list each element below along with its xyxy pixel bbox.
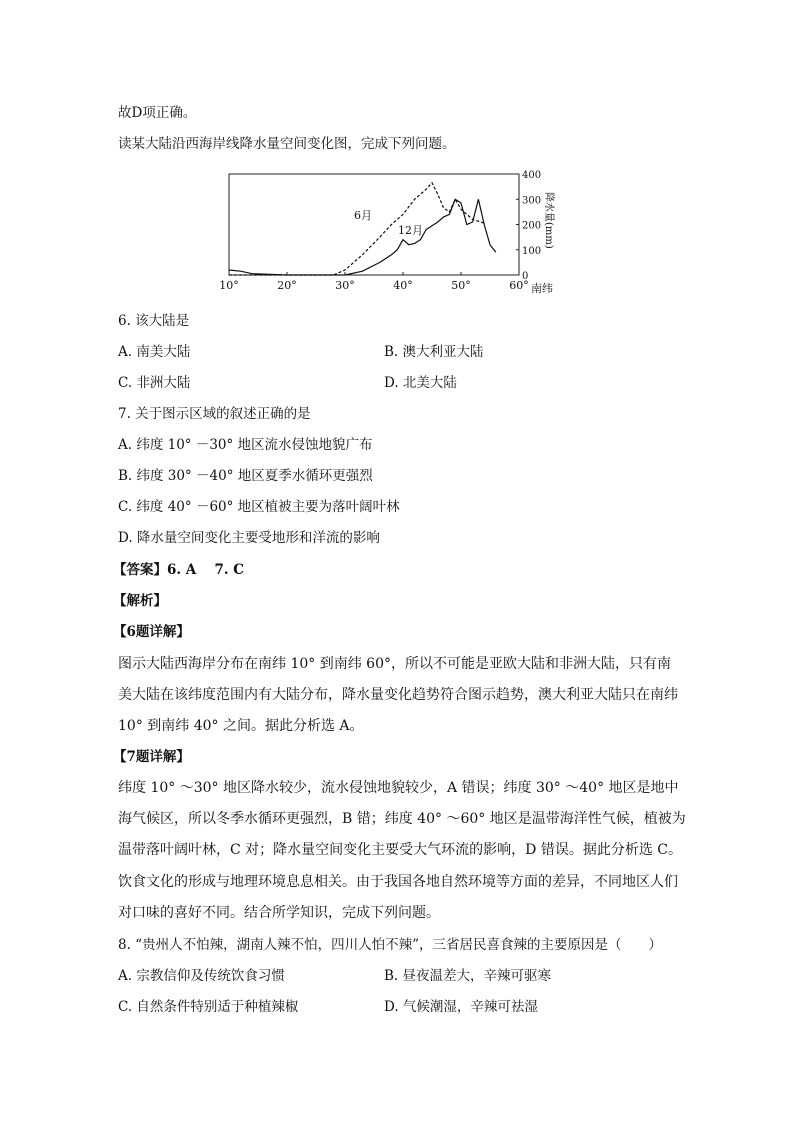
series-label-december: 12月 xyxy=(398,224,423,237)
y-tick-label: 300 xyxy=(522,195,542,207)
x-tick-label: 20° xyxy=(277,279,297,292)
x-tick-label: 50° xyxy=(451,279,471,292)
series-line-june xyxy=(229,183,484,275)
q8-intro-line-1: 饮食文化的形成与地理环境息息相关。由于我国各地自然环境等方面的差异，不同地区人们 xyxy=(118,874,678,890)
q6-option-b: B. 澳大利亚大陆 xyxy=(384,344,484,360)
q6-detail-line-3: 10° 到南纬 40° 之间。据此分析选 A。 xyxy=(118,718,364,734)
y-tick-label: 0 xyxy=(522,271,529,282)
q6-option-d: D. 北美大陆 xyxy=(384,375,457,391)
plot-frame xyxy=(229,174,519,275)
q6-detail-line-1: 图示大陆西海岸分布在南纬 10° 到南纬 60°，所以不可能是亚欧大陆和非洲大陆，只有南 xyxy=(118,656,671,672)
analysis-heading: 【解析】 xyxy=(113,593,167,609)
y-tick-label: 200 xyxy=(522,220,542,232)
q7-option-a: A. 纬度 10° －30° 地区流水侵蚀地貌广布 xyxy=(118,437,373,453)
answer-line: 【答案】6. A 7. C xyxy=(113,562,245,578)
precipitation-chart xyxy=(212,162,552,298)
q7-detail-heading: 【7题详解】 xyxy=(113,749,190,765)
y-tick-label: 100 xyxy=(522,245,542,257)
q7-detail-line-1: 纬度 10° ～30° 地区降水较少，流水侵蚀地貌较少，A 错误；纬度 30° ～40° 地区是地中 xyxy=(118,780,679,796)
x-tick-label: 30° xyxy=(335,279,355,292)
x-tick-label: 40° xyxy=(393,279,413,292)
q7-stem: 7. 关于图示区域的叙述正确的是 xyxy=(118,406,311,422)
q8-option-a: A. 宗教信仰及传统饮食习惯 xyxy=(118,968,285,984)
x-tick-label: 10° xyxy=(219,279,239,292)
y-axis-label: 降水量(mm) xyxy=(543,192,554,249)
intro-line: 故D项正确。 xyxy=(118,105,197,121)
q8-stem: 8. “贵州人不怕辣，湖南人辣不怕，四川人怕不辣”，三省居民喜食辣的主要原因是（ ） xyxy=(118,937,662,953)
x-axis-label: 南纬 xyxy=(531,282,553,295)
q8-option-c: C. 自然条件特别适于种植辣椒 xyxy=(118,999,299,1015)
x-tick-label: 60° xyxy=(509,279,529,292)
q7-option-d: D. 降水量空间变化主要受地形和洋流的影响 xyxy=(118,530,380,546)
q7-detail-line-2: 海气候区，所以冬季水循环更强烈，B 错；纬度 40° ～60° 地区是温带海洋性气候，植被为 xyxy=(118,811,686,827)
q7-detail-line-3: 温带落叶阔叶林，C 对；降水量空间变化主要受大气环流的影响，D 错误。据此分析选 C。 xyxy=(118,842,682,858)
question-intro: 读某大陆沿西海岸线降水量空间变化图，完成下列问题。 xyxy=(118,136,456,152)
q6-option-a: A. 南美大陆 xyxy=(118,344,191,360)
q6-stem: 6. 该大陆是 xyxy=(118,313,190,329)
q8-option-d: D. 气候潮湿，辛辣可祛湿 xyxy=(384,999,538,1015)
q6-detail-line-2: 美大陆在该纬度范围内有大陆分布，降水量变化趋势符合图示趋势，澳大利亚大陆只在南纬 xyxy=(118,687,678,703)
q8-intro-line-2: 对口味的喜好不同。结合所学知识，完成下列问题。 xyxy=(118,905,440,921)
q8-option-b: B. 昼夜温差大，辛辣可驱寒 xyxy=(384,968,552,984)
y-tick-label: 400 xyxy=(522,170,542,181)
q6-detail-heading: 【6题详解】 xyxy=(113,624,190,640)
q6-option-c: C. 非洲大陆 xyxy=(118,375,191,391)
q7-option-c: C. 纬度 40° －60° 地区植被主要为落叶阔叶林 xyxy=(118,499,400,515)
series-label-june: 6月 xyxy=(354,209,372,222)
q7-option-b: B. 纬度 30° －40° 地区夏季水循环更强烈 xyxy=(118,468,373,484)
